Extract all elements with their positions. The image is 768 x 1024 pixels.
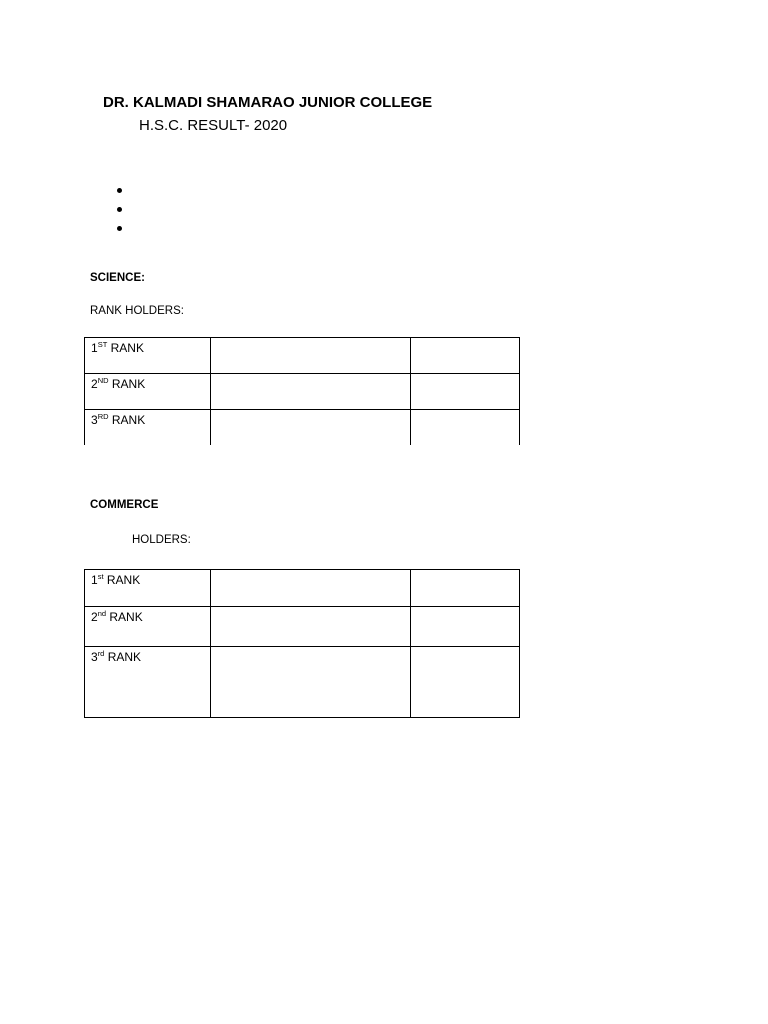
science-rank-holders-label: RANK HOLDERS: bbox=[90, 305, 184, 317]
score-cell bbox=[411, 647, 520, 718]
rank-cell: 3RD RANK bbox=[85, 410, 211, 445]
score-cell bbox=[411, 374, 520, 410]
result-title: H.S.C. RESULT- 2020 bbox=[139, 117, 288, 134]
score-cell bbox=[411, 410, 520, 445]
name-cell bbox=[211, 338, 411, 374]
bullet-point bbox=[117, 226, 122, 231]
commerce-rank-table bbox=[84, 569, 520, 718]
table-row bbox=[85, 607, 520, 647]
name-cell bbox=[211, 410, 411, 445]
score-cell bbox=[411, 570, 520, 607]
rank-cell: 2ND RANK bbox=[85, 374, 211, 410]
table-row bbox=[85, 374, 520, 410]
table-row bbox=[85, 410, 520, 445]
commerce-holders-label: HOLDERS: bbox=[132, 534, 191, 546]
commerce-section-label: COMMERCE bbox=[90, 499, 159, 511]
bullet-point bbox=[117, 188, 122, 193]
college-name: DR. KALMADI SHAMARAO JUNIOR COLLEGE bbox=[103, 94, 433, 111]
table-row bbox=[85, 570, 520, 607]
table-row bbox=[85, 647, 520, 718]
rank-cell: 1ST RANK bbox=[85, 338, 211, 374]
name-cell bbox=[211, 570, 411, 607]
name-cell bbox=[211, 374, 411, 410]
bullet-point bbox=[117, 207, 122, 212]
science-section-label: SCIENCE: bbox=[90, 272, 145, 284]
score-cell bbox=[411, 338, 520, 374]
rank-cell: 2nd RANK bbox=[85, 607, 211, 647]
rank-cell: 1st RANK bbox=[85, 570, 211, 607]
table-row bbox=[85, 338, 520, 374]
name-cell bbox=[211, 647, 411, 718]
science-rank-table bbox=[84, 337, 520, 445]
name-cell bbox=[211, 607, 411, 647]
score-cell bbox=[411, 607, 520, 647]
rank-cell: 3rd RANK bbox=[85, 647, 211, 718]
